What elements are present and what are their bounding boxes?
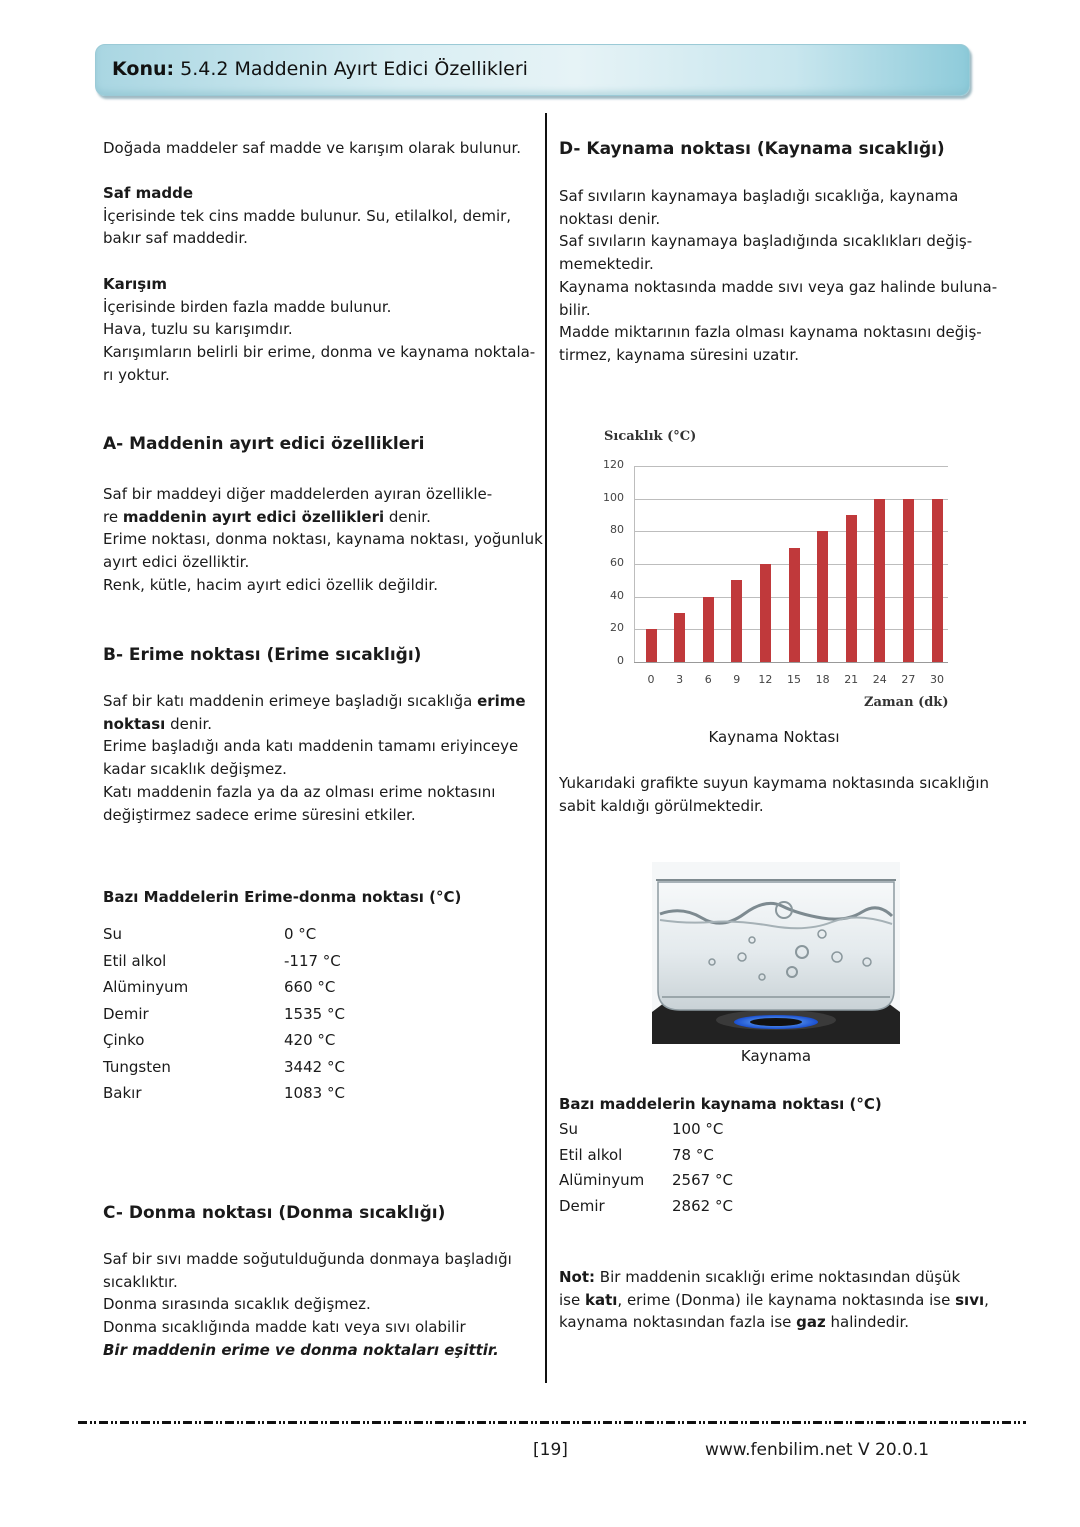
section-d-line: tirmez, kaynama süresini uzatır. <box>559 345 799 364</box>
x-tick: 27 <box>901 673 916 686</box>
bold-term: noktası <box>103 714 166 733</box>
chart-bar <box>646 629 657 662</box>
section-c-title: C- Donma noktası (Donma sıcaklığı) <box>103 1203 446 1223</box>
chart-y-axis-title: Sıcaklık (°C) <box>604 429 697 444</box>
column-divider <box>545 113 547 1383</box>
substance-name: Etil alkol <box>103 951 167 970</box>
section-d-line: Saf sıvıların kaynamaya başladığı sıcaklığa, kaynama <box>559 187 959 205</box>
karisim-block <box>103 273 535 387</box>
section-b-line: Erime başladığı anda katı maddenin tamamı eriyinceye <box>103 737 519 756</box>
text-run: , <box>984 1290 989 1309</box>
melting-table <box>103 925 403 1115</box>
x-tick: 12 <box>758 673 773 686</box>
substance-value: 0 °C <box>284 925 317 943</box>
chart-bar <box>703 597 714 662</box>
gridline <box>634 531 948 532</box>
section-a-line: Renk, kütle, hacim ayırt edici özellik değildir. <box>103 575 438 594</box>
chart-note <box>559 772 989 817</box>
section-a-title: A- Maddenin ayırt edici özellikleri <box>103 434 425 454</box>
x-tick: 0 <box>647 673 655 686</box>
substance-name: Tungsten <box>103 1057 171 1076</box>
topic-title <box>112 58 528 80</box>
section-c-body <box>103 1248 512 1362</box>
substance-name: Etil alkol <box>559 1145 623 1164</box>
state-note <box>559 1266 989 1334</box>
chart-caption: Kaynama Noktası <box>708 728 840 746</box>
saf-madde-line: bakır saf maddedir. <box>103 229 248 248</box>
substance-name: Alüminyum <box>103 978 189 996</box>
substance-value: 78 °C <box>672 1145 714 1164</box>
chart-bar <box>932 499 943 662</box>
x-tick: 30 <box>930 673 944 686</box>
substance-name: Alüminyum <box>559 1171 645 1189</box>
substance-name: Demir <box>103 1004 149 1023</box>
boiling-water-photo <box>652 862 900 1044</box>
section-d-line: Saf sıvıların kaynamaya başladığında sıcaklıkları değiş- <box>559 232 973 251</box>
chart-note-line: Yukarıdaki grafikte suyun kaymama noktasında sıcaklığın <box>559 774 990 792</box>
substance-value: 100 °C <box>672 1120 724 1138</box>
text-run: Saf bir katı maddenin erimeye başladığı sıcaklığa <box>103 692 478 710</box>
bold-term: gaz <box>796 1313 826 1332</box>
section-b-line: kadar sıcaklık değişmez. <box>103 760 287 779</box>
section-b-line: değiştirmez sadece erime süresini etkiler. <box>103 805 416 824</box>
gridline <box>634 466 948 467</box>
substance-value: -117 °C <box>284 951 341 970</box>
text-run: , erime (Donma) ile kaynama noktasında ise <box>617 1290 956 1309</box>
y-tick: 40 <box>610 588 624 602</box>
text-run: denir. <box>165 714 213 733</box>
x-tick: 18 <box>815 673 830 686</box>
note-line <box>559 1266 989 1289</box>
section-a-line: Saf bir maddeyi diğer maddelerden ayıran özellikle- <box>103 485 493 503</box>
substance-name: Çinko <box>103 1031 145 1049</box>
chart-bar <box>760 564 771 662</box>
section-b-line <box>103 713 526 736</box>
section-b-body <box>103 690 526 826</box>
topic-name: 5.4.2 Maddenin Ayırt Edici Özellikleri <box>180 58 528 80</box>
chart-bar <box>789 548 800 662</box>
note-label: Not: <box>559 1268 596 1286</box>
bold-term: maddenin ayırt edici özellikleri <box>122 507 385 526</box>
section-d-line: noktası denir. <box>559 209 661 228</box>
x-axis-line <box>634 662 948 663</box>
y-axis-line <box>634 466 635 662</box>
section-a-line: ayırt edici özelliktir. <box>103 553 250 572</box>
note-line <box>559 1311 989 1334</box>
footer-site-version: www.fenbilim.net V 20.0.1 <box>705 1440 930 1460</box>
section-b-line: Katı maddenin fazla ya da az olması erime noktasını <box>103 782 496 801</box>
substance-value: 3442 °C <box>284 1057 345 1076</box>
text-run: ise <box>559 1290 585 1309</box>
y-tick: 20 <box>610 621 624 635</box>
topic-label: Konu: <box>112 58 175 80</box>
x-tick: 15 <box>787 673 801 686</box>
section-d-line: Kaynama noktasında madde sıvı veya gaz halinde buluna- <box>559 277 998 296</box>
section-d-body <box>559 185 997 367</box>
note-line <box>559 1289 989 1312</box>
chart-bar <box>817 531 828 662</box>
x-tick: 6 <box>704 673 712 686</box>
substance-name: Su <box>559 1120 579 1138</box>
section-c-line: Donma sırasında sıcaklık değişmez. <box>103 1295 371 1314</box>
y-tick: 60 <box>610 556 624 569</box>
substance-value: 1535 °C <box>284 1004 345 1023</box>
substance-value: 420 °C <box>284 1031 336 1049</box>
bold-term: erime <box>477 692 526 710</box>
chart-bar <box>874 499 885 662</box>
section-b-line <box>103 690 526 713</box>
substance-name: Bakır <box>103 1084 142 1102</box>
intro-text: Doğada maddeler saf madde ve karışım olarak bulunur. <box>103 139 522 157</box>
text-run: kaynama noktasından fazla ise <box>559 1313 797 1332</box>
text-run: re <box>103 507 123 526</box>
chart-bar <box>731 580 742 662</box>
karisim-line: İçerisinde birden fazla madde bulunur. <box>103 297 392 316</box>
boiling-table <box>559 1120 859 1220</box>
boiling-pot-illustration <box>652 862 900 1044</box>
footer-dash-line <box>78 1421 1026 1424</box>
y-tick: 120 <box>603 458 624 471</box>
karisim-line: rı yoktur. <box>103 365 170 384</box>
melting-table-title: Bazı Maddelerin Erime-donma noktası (°C) <box>103 888 462 906</box>
section-d-line: Madde miktarının fazla olması kaynama noktasını değiş- <box>559 323 982 342</box>
boiling-table-title: Bazı maddelerin kaynama noktası (°C) <box>559 1095 882 1113</box>
text-run: halindedir. <box>825 1313 910 1332</box>
x-tick: 9 <box>733 673 741 686</box>
section-c-line: Donma sıcaklığında madde katı veya sıvı olabilir <box>103 1318 466 1337</box>
substance-value: 660 °C <box>284 978 336 996</box>
saf-madde-line: İçerisinde tek cins madde bulunur. Su, etilalkol, demir, <box>103 206 512 225</box>
page-number: [19] <box>533 1440 568 1460</box>
boiling-point-chart <box>596 425 956 720</box>
section-d-title: D- Kaynama noktası (Kaynama sıcaklığı) <box>559 139 945 159</box>
y-tick: 0 <box>617 654 624 667</box>
karisim-title: Karışım <box>103 275 167 293</box>
chart-bar <box>903 499 914 662</box>
substance-name: Su <box>103 925 123 943</box>
substance-name: Demir <box>559 1196 605 1215</box>
photo-caption: Kaynama <box>740 1047 812 1065</box>
substance-value: 2567 °C <box>672 1171 733 1189</box>
section-d-line: bilir. <box>559 300 591 319</box>
gridline <box>634 499 948 500</box>
saf-madde-title: Saf madde <box>103 184 194 202</box>
text-run: Bir maddenin sıcaklığı erime noktasından düşük <box>595 1268 961 1286</box>
karisim-line: Karışımların belirli bir erime, donma ve kaynama noktala- <box>103 343 536 362</box>
saf-madde-block <box>103 182 511 250</box>
section-b-title: B- Erime noktası (Erime sıcaklığı) <box>103 645 422 665</box>
y-tick: 80 <box>610 523 624 537</box>
topic-header-bar <box>95 44 970 96</box>
bold-term: sıvı <box>955 1290 985 1309</box>
section-d-line: memektedir. <box>559 255 654 274</box>
substance-value: 1083 °C <box>284 1084 345 1102</box>
section-a-body <box>103 483 543 597</box>
chart-note-line: sabit kaldığı görülmektedir. <box>559 796 764 815</box>
y-tick: 100 <box>603 490 624 504</box>
section-c-line: Saf bir sıvı madde soğutulduğunda donmaya başladığı <box>103 1250 512 1268</box>
karisim-line: Hava, tuzlu su karışımdır. <box>103 320 293 339</box>
section-a-line <box>103 506 543 529</box>
x-tick: 24 <box>872 673 887 686</box>
section-a-line: Erime noktası, donma noktası, kaynama noktası, yoğunluk <box>103 530 543 549</box>
x-tick: 21 <box>844 673 859 686</box>
substance-value: 2862 °C <box>672 1196 733 1215</box>
text-run: denir. <box>384 507 431 526</box>
chart-bar <box>846 515 857 662</box>
x-tick: 3 <box>676 673 684 686</box>
chart-x-axis-title: Zaman (dk) <box>864 695 949 710</box>
bold-term: katı <box>584 1290 618 1309</box>
chart-bar <box>674 613 685 662</box>
section-c-line: sıcaklıktır. <box>103 1272 178 1291</box>
section-c-emphasis: Bir maddenin erime ve donma noktaları eşittir. <box>103 1340 499 1359</box>
